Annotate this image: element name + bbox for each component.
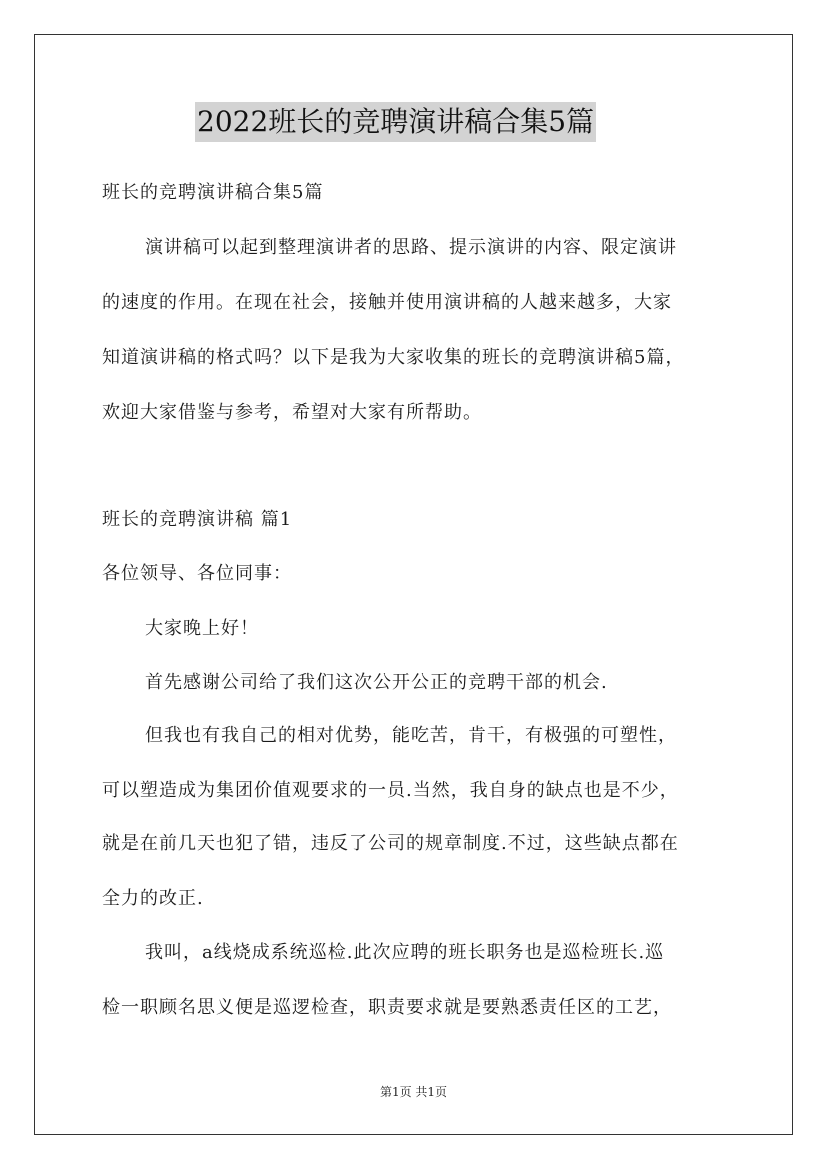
intro-line-2: 的速度的作用。在现在社会，接触并使用演讲稿的人越来越多，大家 bbox=[102, 292, 672, 313]
para2-line-1: 我叫，a线烧成系统巡检.此次应聘的班长职务也是巡检班长.巡 bbox=[145, 942, 665, 963]
para1-line-2: 可以塑造成为集团价值观要求的一员.当然，我自身的缺点也是不少， bbox=[102, 780, 679, 801]
para2-line-2: 检一职顾名思义便是巡逻检查，职责要求就是要熟悉责任区的工艺， bbox=[102, 997, 672, 1018]
subtitle: 班长的竞聘演讲稿合集5篇 bbox=[102, 182, 324, 203]
intro-line-3: 知道演讲稿的格式吗？以下是我为大家收集的班长的竞聘演讲稿5篇， bbox=[102, 347, 685, 368]
para1-line-3: 就是在前几天也犯了错，违反了公司的规章制度.不过，这些缺点都在 bbox=[102, 833, 679, 854]
section-heading: 班长的竞聘演讲稿 篇1 bbox=[102, 509, 293, 530]
thanks-line: 首先感谢公司给了我们这次公开公正的竞聘干部的机会. bbox=[145, 672, 608, 693]
document-title: 2022班长的竞聘演讲稿合集5篇 bbox=[195, 102, 596, 142]
greeting: 大家晚上好！ bbox=[145, 618, 259, 639]
para1-line-1: 但我也有我自己的相对优势，能吃苦，肯干，有极强的可塑性， bbox=[145, 725, 677, 746]
salutation: 各位领导、各位同事： bbox=[102, 563, 292, 584]
page-footer: 第1页 共1页 bbox=[379, 1085, 448, 1099]
intro-line-1: 演讲稿可以起到整理演讲者的思路、提示演讲的内容、限定演讲 bbox=[145, 237, 677, 258]
intro-line-4: 欢迎大家借鉴与参考，希望对大家有所帮助。 bbox=[102, 402, 482, 423]
para1-line-4: 全力的改正. bbox=[102, 888, 204, 909]
